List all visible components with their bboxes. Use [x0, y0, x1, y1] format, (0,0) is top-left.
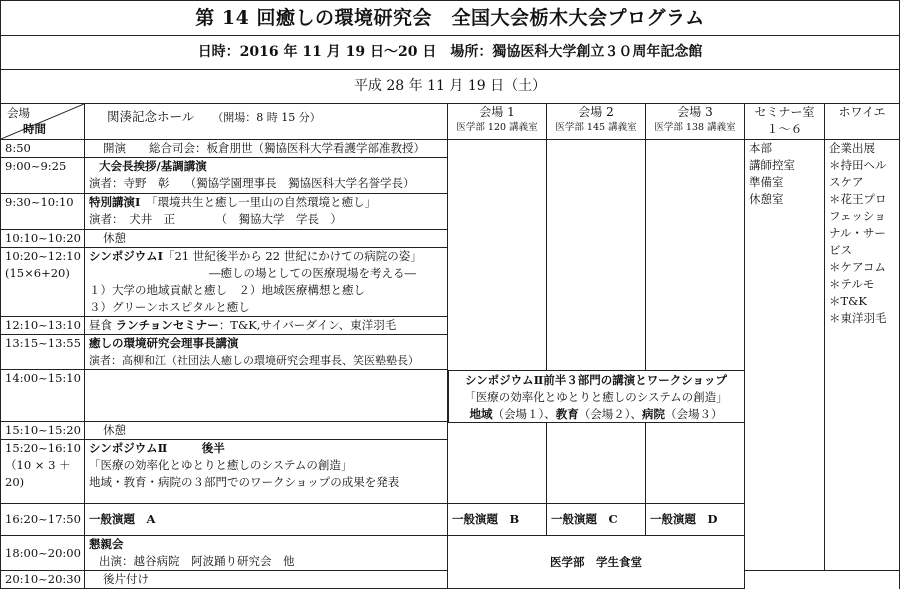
header-foyer: [825, 104, 900, 140]
symposium-2-first-half: [448, 370, 745, 423]
seminar-room-1: 講師控室: [749, 158, 795, 172]
time-1020-range: 10:20~12:10: [5, 249, 81, 263]
time-1520-range: 15:20~16:10: [5, 441, 81, 455]
symposium-1-topics-2: ３）グリーンホスピタルと癒し: [89, 300, 250, 314]
foyer-item: ＊T&K: [829, 294, 867, 308]
foyer-title: 企業出展: [829, 141, 875, 155]
opening-cell: 開演 総合司会：板倉朋世（獨協医科大学看護学部准教授）: [85, 140, 448, 158]
header-main-hall: [85, 104, 448, 140]
header-venue-3: [646, 104, 745, 140]
symposium-1-title: 「21 世紀後半から 22 世紀にかけての病院の姿」: [162, 249, 422, 263]
time-1520: [1, 440, 85, 504]
venue-3-name: 会場 3: [677, 105, 713, 119]
date-line: 平成 28 年 11 月 19 日（土）: [1, 70, 900, 104]
venue-3-afternoon-empty: [646, 422, 745, 504]
venue-1-afternoon-empty: [448, 422, 547, 504]
header-venue-label: 会場: [7, 106, 30, 120]
seminar-range: １〜６: [766, 122, 803, 136]
party-venue: 医学部 学生食堂: [448, 536, 745, 589]
session-b: 一般演題 B: [448, 504, 547, 536]
keynote-title: 大会長挨拶/基調講演: [99, 159, 207, 173]
foyer-name: ホワイエ: [838, 105, 886, 119]
venue-3-room: 医学部 138 講義室: [654, 122, 736, 133]
page-title: 第 14 回癒しの環境研究会 全国大会栃木大会プログラム: [1, 1, 900, 36]
foyer-item: ＊テルモ: [829, 277, 875, 291]
time-1010: 10:10~10:20: [1, 230, 85, 248]
symposium-2-part: 後半: [201, 441, 225, 455]
time-1620: 16:20~17:50: [1, 504, 85, 536]
main-hall-name: 関湊記念ホール: [107, 109, 195, 124]
symposium-2-label: シンポジウムⅡ: [89, 441, 168, 455]
main-hall-1400-empty: [85, 370, 448, 422]
special-lecture-label: 特別講演Ⅰ: [89, 195, 141, 209]
venue-2-afternoon-empty: [547, 422, 646, 504]
time-1400: 14:00~15:10: [1, 370, 85, 422]
lunch-cell: [85, 317, 448, 335]
seminar-name: セミナー室: [754, 105, 815, 119]
luncheon-seminar-label: ランチョンセミナー: [115, 318, 219, 332]
foyer-cell: [825, 140, 900, 571]
time-1020: [1, 248, 85, 317]
session-a: 一般演題 A: [85, 504, 448, 536]
time-0850: 8:50: [1, 140, 85, 158]
time-1800: 18:00~20:00: [1, 536, 85, 571]
main-hall-note: （開場：8 時 15 分）: [212, 111, 321, 124]
track-hospital: 病院: [642, 406, 665, 421]
chair-lecture-title: 癒しの環境研究会理事長講演: [89, 336, 239, 350]
venue-2-room: 医学部 145 講義室: [555, 122, 637, 133]
track-education: 教育: [555, 406, 579, 421]
event-subtitle: 日時：2016 年 11 月 19 日〜20 日 場所：獨協医科大学創立３０周年記念館: [1, 36, 900, 70]
header-venue-2: [547, 104, 646, 140]
track-hospital-venue: （会場３）: [665, 406, 723, 421]
special-lecture-speaker: 演者： 犬井 正 （ 獨協大学 学長 ）: [89, 212, 342, 226]
time-1510: 15:10~15:20: [1, 422, 85, 440]
header-corner: [1, 104, 85, 140]
chair-lecture-speaker: 演者：高柳和江（社団法人癒しの環境研究会理事長、笑医塾塾長）: [89, 354, 419, 367]
symposium-1-label: シンポジウムⅠ: [89, 249, 163, 263]
chair-lecture-cell: [85, 335, 448, 370]
symposium-2a-title: シンポジウムⅡ前半３部門の講演とワークショップ: [464, 372, 728, 387]
session-c: 一般演題 C: [547, 504, 646, 536]
break-1: 休憩: [85, 230, 448, 248]
foyer-item: ＊ケアコム: [829, 260, 886, 274]
symposium-2-desc: 地域・教育・病院の３部門でのワークショップの成果を発表: [89, 475, 400, 489]
time-1520-detail-2: 20): [5, 475, 25, 489]
seminar-room-3: 休憩室: [749, 192, 784, 206]
time-0930: 9:30~10:10: [1, 194, 85, 230]
seminar-room-2: 準備室: [749, 175, 784, 189]
cleanup-cell: 後片付け: [85, 571, 448, 589]
venue-1-name: 会場 1: [479, 105, 515, 119]
symposium-2-cell: [85, 440, 448, 504]
party-title: 懇親会: [89, 537, 124, 551]
track-education-venue: （会場２）、: [578, 406, 642, 421]
symposium-2a-theme: 「医療の効率化とゆとりと癒しのシステムの創造」: [464, 389, 728, 404]
lunch-label: 昼食: [89, 318, 112, 332]
foyer-item: ＊持田ヘルスケア: [829, 158, 887, 189]
header-time-label: 時間: [23, 122, 46, 136]
party-cell: [85, 536, 448, 571]
special-lecture-cell: [85, 194, 448, 230]
luncheon-sponsors: ：T&K,サイバーダイン、東洋羽毛: [218, 318, 397, 332]
time-1210: 12:10~13:10: [1, 317, 85, 335]
header-seminar: [745, 104, 825, 140]
time-1520-detail: （10 × 3 ＋: [5, 458, 71, 472]
symposium-1-cell: [85, 248, 448, 317]
seminar-room-0: 本部: [749, 141, 772, 155]
break-2: 休憩: [85, 422, 448, 440]
seminar-rooms-cell: [745, 140, 825, 571]
track-community-venue: （会場１）、: [492, 406, 556, 421]
time-0900: 9:00~9:25: [1, 158, 85, 194]
time-1315: 13:15~13:55: [1, 335, 85, 370]
venue-2-name: 会場 2: [578, 105, 614, 119]
header-venue-1: [448, 104, 547, 140]
time-1020-detail: (15×6+20): [5, 266, 70, 280]
special-lecture-title: 「環境共生と癒し一里山の自然環境と癒し」: [151, 195, 377, 209]
foyer-item: ＊東洋羽毛: [829, 311, 887, 325]
symposium-2-title: 「医療の効率化とゆとりと癒しのシステムの創造」: [89, 458, 353, 472]
session-d: 一般演題 D: [646, 504, 745, 536]
party-performers: 出演：越谷病院 阿波踊り研究会 他: [99, 554, 295, 568]
keynote-speaker: 演者：寺野 彰 （獨協学園理事長 獨協医科大学名誉学長）: [89, 176, 415, 190]
keynote-cell: [85, 158, 448, 194]
venue-1-room: 医学部 120 講義室: [456, 122, 538, 133]
track-community: 地域: [469, 406, 493, 421]
symposium-1-subtitle: ―癒しの場としての医療現場を考える―: [209, 266, 416, 280]
symposium-1-topics-1: １）大学の地域貢献と癒し ２）地域医療構想と癒し: [89, 283, 365, 297]
foyer-item: ＊花王プロフェッショナル・サービス: [829, 192, 887, 257]
time-2010: 20:10~20:30: [1, 571, 85, 589]
